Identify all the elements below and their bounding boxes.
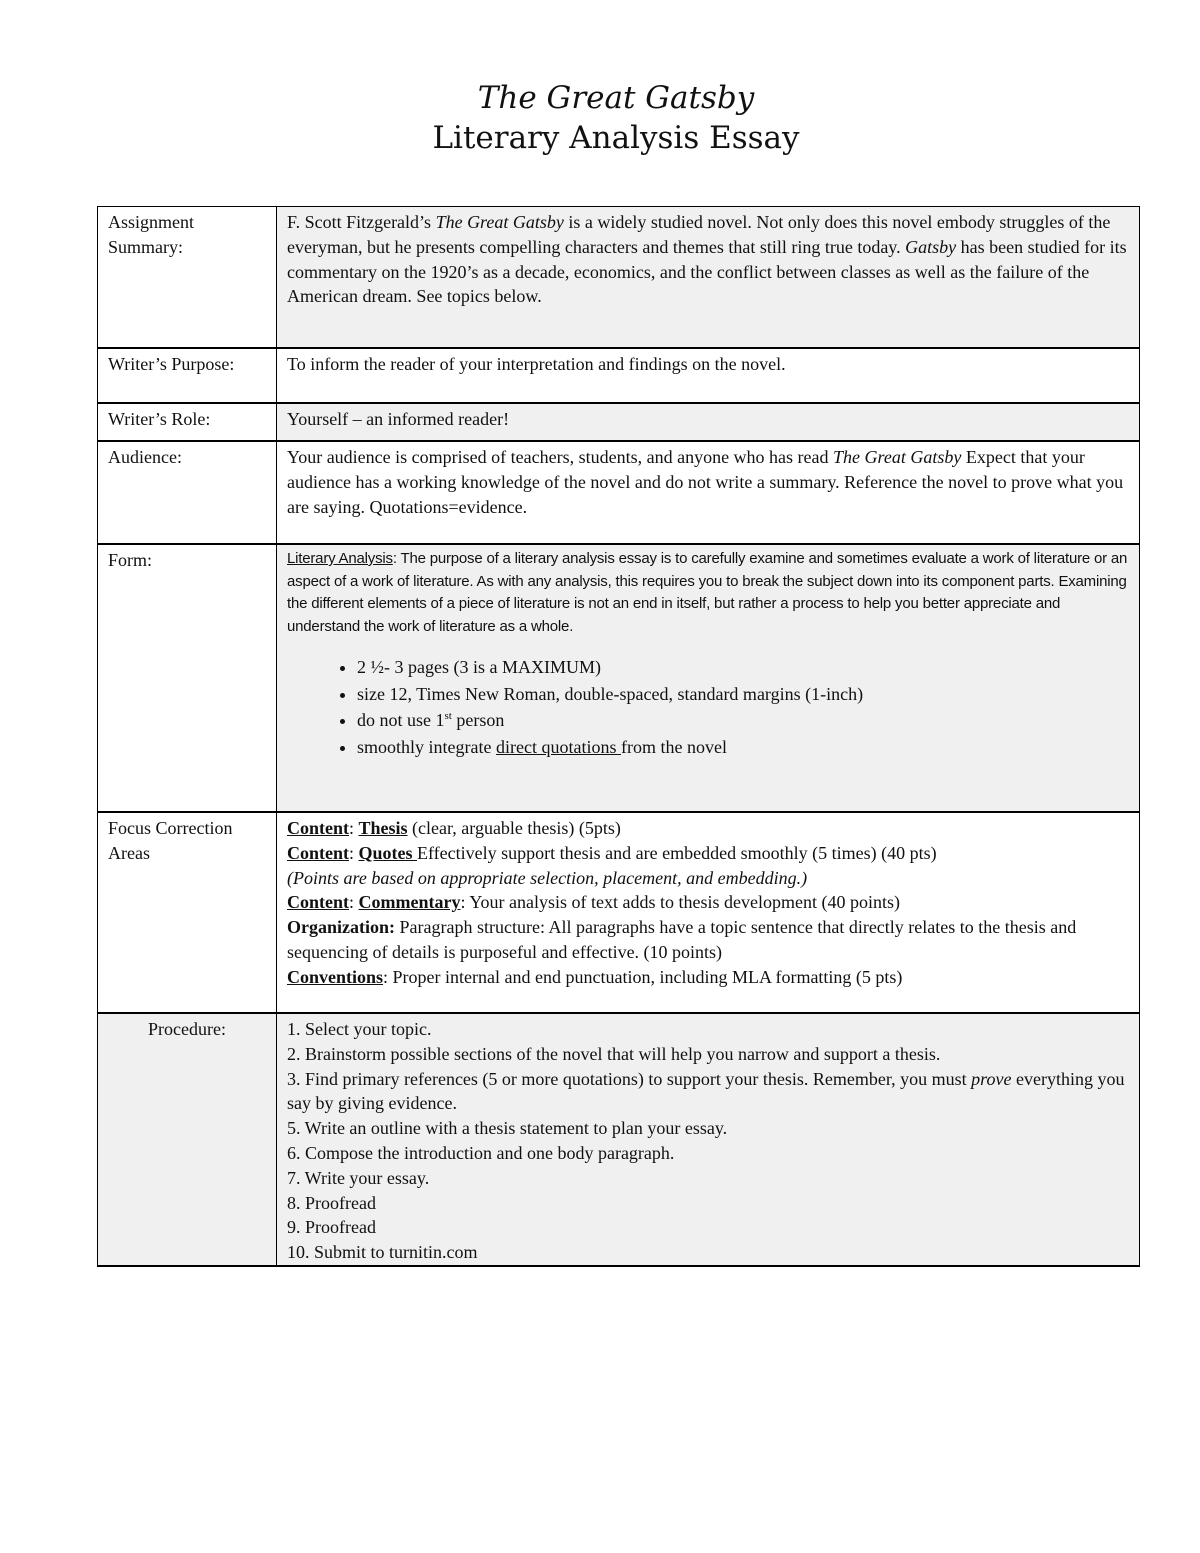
writers-role-text: Yourself – an informed reader!: [277, 403, 1140, 441]
content-label: Content: [287, 818, 349, 838]
quotes-label: Quotes: [358, 842, 418, 863]
document-title: [0, 78, 1200, 158]
colon: :: [349, 842, 355, 863]
bullet4-b: from the novel: [620, 736, 727, 757]
label-procedure: Procedure:: [98, 1013, 277, 1266]
procedure-step: 6. Compose the introduction and one body paragraph.: [287, 1142, 675, 1163]
conventions-label: Conventions: [287, 966, 384, 987]
bullet4-a: smoothly integrate: [357, 736, 496, 757]
procedure-steps: [277, 1013, 1140, 1266]
step3-a: 3. Find primary references (5 or more quotations) to support your thesis. Remember, you must: [287, 1068, 972, 1089]
conventions-text: : Proper internal and end punctuation, including MLA formatting (5 pts): [383, 966, 903, 987]
content-label: Content: [287, 892, 349, 913]
row-focus-correction-areas: [98, 812, 1140, 1013]
title-book-name: The Great Gatsby: [477, 80, 755, 116]
writers-purpose-text: To inform the reader of your interpretation and findings on the novel.: [277, 348, 1140, 403]
label-focus-correction-areas: Focus Correction Areas: [98, 812, 277, 1013]
procedure-step: 9. Proofread: [287, 1217, 376, 1238]
audience-part1: Your audience is comprised of teachers, students, and anyone who has read: [287, 447, 834, 467]
form-description: [287, 548, 1129, 638]
row-procedure: [98, 1013, 1140, 1266]
row-form: [98, 544, 1140, 812]
focus-commentary-line: [287, 890, 1129, 915]
label-writers-purpose: Writer’s Purpose:: [98, 348, 277, 403]
thesis-label: Thesis: [358, 818, 408, 838]
label-form: Form:: [98, 544, 277, 812]
title-essay-type: Literary Analysis Essay: [432, 120, 800, 156]
commentary-text: : Your analysis of text adds to thesis development (40 points): [460, 892, 900, 913]
procedure-step: 10. Submit to turnitin.com: [287, 1242, 478, 1263]
procedure-step: 1. Select your topic.: [287, 1019, 432, 1039]
procedure-step: 7. Write your essay.: [287, 1167, 430, 1188]
audience-part2: Expect that your audience has a working knowledge of the novel and do not write a summary. Reference the novel to prove what you are saying. Quotations=evidence.: [287, 447, 1124, 517]
audience-book-title: The Great Gatsby: [833, 447, 962, 467]
colon: :: [349, 892, 355, 913]
bullet3-sup: st: [444, 710, 452, 722]
bullet4-underlined: direct quotations: [495, 736, 621, 757]
list-item: [357, 707, 1129, 734]
focus-content: [277, 812, 1140, 1013]
procedure-step: 5. Write an outline with a thesis statement to plan your essay.: [287, 1118, 728, 1139]
form-heading: Literary Analysis: [287, 550, 393, 567]
procedure-step: 2. Brainstorm possible sections of the novel that will help you narrow and support a thesis.: [287, 1043, 941, 1064]
step3-prove: prove: [971, 1068, 1012, 1089]
list-item: • size 12, Times New Roman, double-spaced, standard margins (1-inch): [357, 681, 1129, 708]
organization-text: Paragraph structure: All paragraphs have a topic sentence that directly relates to the thesis and sequencing of details is purposeful and effective. (10 points): [287, 917, 1077, 962]
summary-part2: is a widely studied novel. Not only does this novel embody struggles of the everyman, but he presents compelling characters and themes that still ring true today.: [287, 212, 1111, 257]
procedure-step: [287, 1067, 1129, 1117]
audience-text: [277, 441, 1140, 544]
content-label: Content: [287, 842, 349, 863]
label-assignment-summary: Assignment Summary:: [98, 207, 277, 349]
form-text: : The purpose of a literary analysis essay is to carefully examine and sometimes evaluate a work of literature or an aspect of a work of literature. As with any analysis, this requires you to break the subject down into its component parts. Examining the different elements of a piece of literature is not an end in itself, but rather a process to help you better appreciate and understand the work of literature as a whole.: [287, 550, 1128, 635]
list-item: [357, 734, 1129, 761]
summary-part1: F. Scott Fitzgerald’s: [287, 212, 436, 232]
thesis-text: (clear, arguable thesis) (5pts): [407, 818, 621, 838]
form-content: [277, 544, 1140, 812]
label-audience: Audience:: [98, 441, 277, 544]
focus-quotes-line: [287, 841, 1129, 866]
procedure-step: 8. Proofread: [287, 1192, 376, 1213]
list-item: • 2 ½- 3 pages (3 is a MAXIMUM): [357, 654, 1129, 681]
summary-gatsby: Gatsby: [905, 236, 957, 257]
assignment-table: [97, 206, 1140, 1267]
colon: :: [349, 818, 355, 838]
bullet3-a: do not use 1: [357, 710, 445, 730]
step3-b: everything you say by giving evidence.: [287, 1068, 1125, 1114]
row-audience: [98, 441, 1140, 544]
summary-book-title: The Great Gatsby: [435, 212, 564, 232]
focus-thesis-line: [287, 816, 1129, 841]
bullet3-b: person: [451, 710, 505, 730]
summary-part3: has been studied for its commentary on the 1920’s as a decade, economics, and the conflict between classes as well as the failure of the American dream. See topics below.: [287, 236, 1127, 307]
quotes-text: Effectively support thesis and are embedded smoothly (5 times) (40 pts): [417, 842, 937, 863]
row-writers-purpose: [98, 348, 1140, 403]
focus-quotes-note: (Points are based on appropriate selection, placement, and embedding.): [287, 867, 808, 888]
assignment-summary-text: [277, 207, 1140, 349]
row-assignment-summary: [98, 207, 1140, 349]
label-writers-role: Writer’s Role:: [98, 403, 277, 441]
focus-organization-line: [287, 915, 1129, 965]
row-writers-role: [98, 403, 1140, 441]
organization-label: Organization:: [287, 917, 395, 938]
form-requirements-list: [287, 654, 1129, 760]
commentary-label: Commentary: [358, 892, 461, 913]
focus-conventions-line: [287, 965, 1129, 990]
